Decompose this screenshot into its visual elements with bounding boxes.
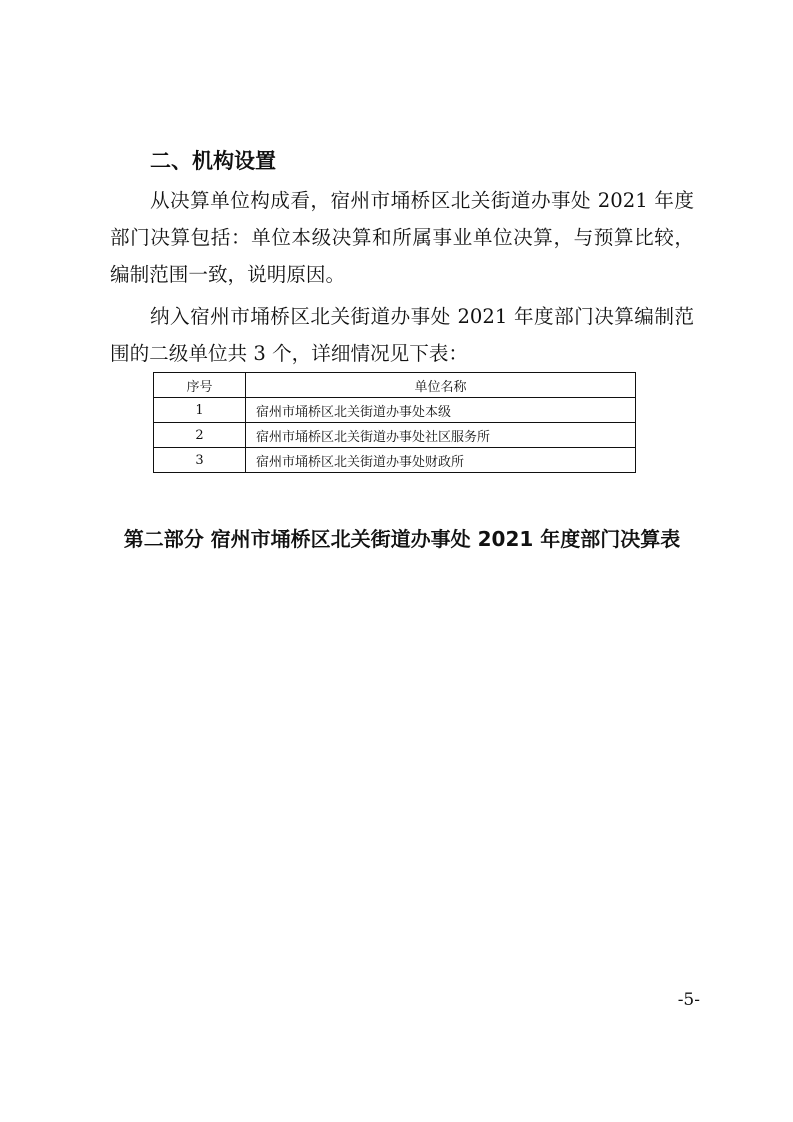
units-table <box>153 372 636 473</box>
table-row <box>154 423 636 448</box>
table-row <box>154 448 636 473</box>
row-unit-name: 宿州市埇桥区北关街道办事处社区服务所 <box>246 423 636 448</box>
part-title: 第二部分 宿州市埇桥区北关街道办事处 2021 年度部门决算表 <box>123 527 681 551</box>
header-serial-number: 序号 <box>154 373 246 398</box>
table-header-row <box>154 373 636 398</box>
section-heading: 二、机构设置 <box>150 149 276 173</box>
paragraph-secondary-units: 纳入宿州市埇桥区北关街道办事处 2021 年度部门决算编制范围的二级单位共 3 个，详细情况见下表： <box>110 305 694 365</box>
table-row <box>154 398 636 423</box>
row-serial-number: 3 <box>154 448 246 473</box>
header-unit-name: 单位名称 <box>246 373 636 398</box>
row-unit-name: 宿州市埇桥区北关街道办事处财政所 <box>246 448 636 473</box>
row-serial-number: 2 <box>154 423 246 448</box>
page-number: -5- <box>677 990 700 1010</box>
row-unit-name: 宿州市埇桥区北关街道办事处本级 <box>246 398 636 423</box>
paragraph-unit-composition: 从决算单位构成看，宿州市埇桥区北关街道办事处 2021 年度部门决算包括：单位本级决算和所属事业单位决算，与预算比较，编制范围一致，说明原因。 <box>110 189 694 286</box>
row-serial-number: 1 <box>154 398 246 423</box>
